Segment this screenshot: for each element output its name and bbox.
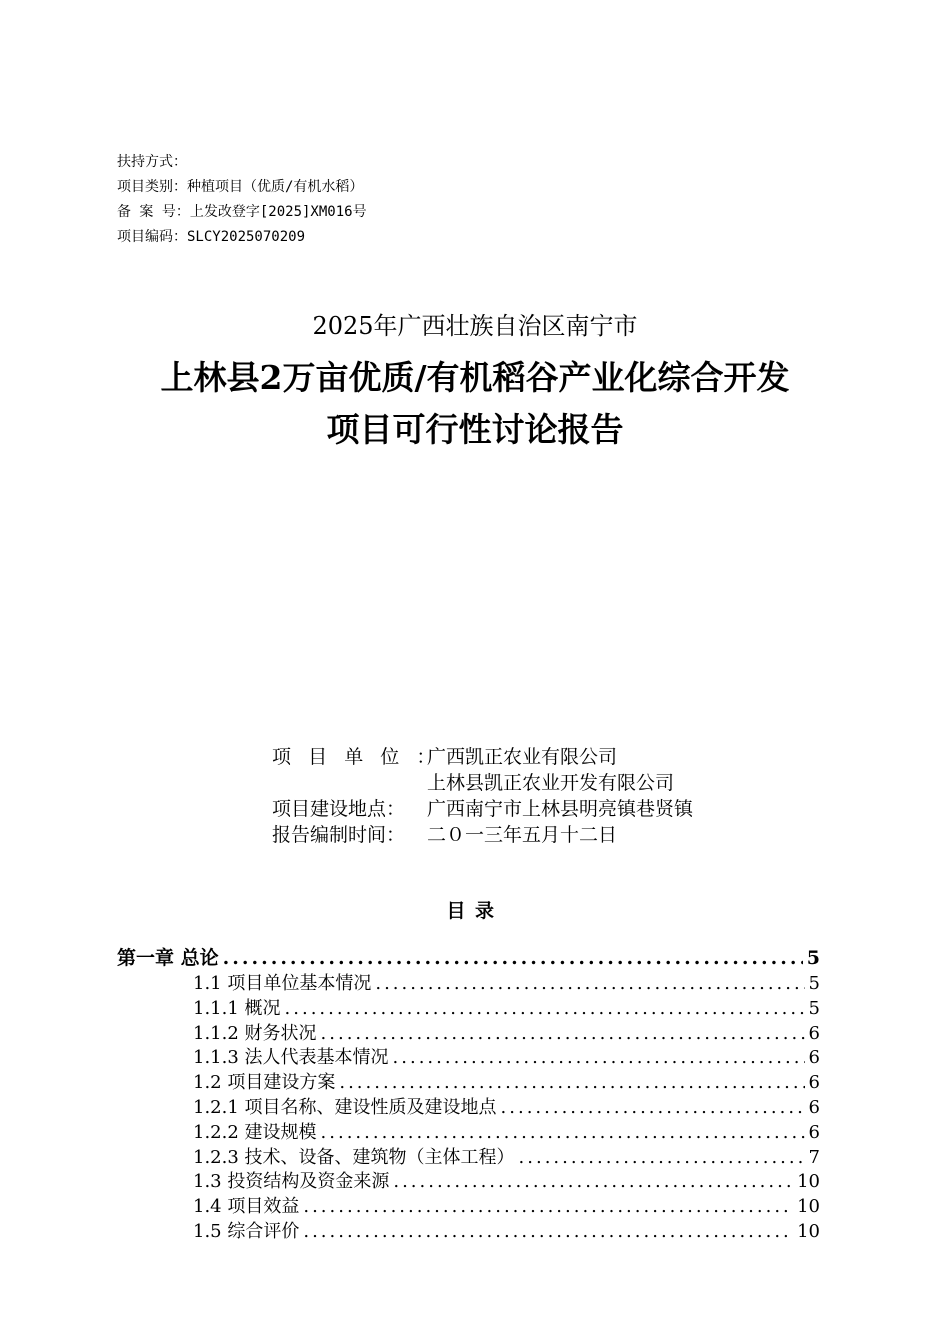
toc-entry-label: 1.1.3 法人代表基本情况: [193, 1047, 389, 1069]
toc-entry[interactable]: [117, 972, 820, 997]
support-method: 扶持方式：: [117, 154, 187, 170]
toc-entry-page: 6: [808, 1072, 820, 1094]
toc-entry-page: 6: [808, 1022, 820, 1044]
toc-entry-page: 10: [797, 1171, 820, 1193]
toc-entry-label: 1.4 项目效益: [193, 1196, 300, 1218]
toc-title: 目录: [446, 900, 504, 922]
toc-entry[interactable]: [117, 1195, 820, 1220]
toc-leader: [501, 1096, 805, 1121]
toc-entry[interactable]: [117, 1121, 820, 1146]
toc-entry-page: 6: [808, 1047, 820, 1069]
project-info: [272, 744, 693, 848]
toc-entry[interactable]: [117, 1170, 820, 1195]
toc-entry[interactable]: [117, 1022, 820, 1047]
unit-value-2: 上林县凯正农业开发有限公司: [427, 772, 675, 794]
toc-entry-label: 1.2.3 技术、设备、建筑物（主体工程）: [193, 1146, 515, 1168]
toc-entry-label: 1.2 项目建设方案: [193, 1072, 336, 1094]
toc-entry-label: 1.1 项目单位基本情况: [193, 973, 372, 994]
table-of-contents: [117, 944, 820, 1245]
toc-entry[interactable]: [117, 1071, 820, 1096]
toc-entry-page: 6: [808, 1121, 820, 1143]
title-line-3: 项目可行性讨论报告: [326, 410, 624, 449]
unit-label: 项目单位：: [272, 746, 453, 768]
toc-entry[interactable]: [117, 1096, 820, 1121]
toc-entry-page: 6: [808, 1096, 820, 1118]
toc-leader: [303, 1195, 793, 1220]
project-code: 项目编码：SLCY2025070209: [117, 229, 306, 245]
project-meta: [117, 150, 367, 250]
toc-entry-page: 5: [806, 947, 820, 969]
unit-value-1: 广西凯正农业有限公司: [427, 746, 618, 768]
title-line-1: 2025年广西壮族自治区南宁市: [312, 312, 638, 340]
toc-leader: [285, 997, 805, 1022]
toc-leader: [393, 1170, 793, 1195]
toc-entry-page: 5: [808, 973, 820, 994]
toc-entry-page: 10: [797, 1196, 820, 1218]
toc-entry-label: 第一章 总论: [117, 947, 219, 969]
toc-entry[interactable]: [117, 1146, 820, 1171]
site-label: 项目建设地点：: [272, 798, 406, 820]
toc-leader: [303, 1220, 793, 1245]
toc-leader: [339, 1071, 804, 1096]
toc-leader: [393, 1046, 805, 1071]
toc-entry[interactable]: [117, 1046, 820, 1071]
project-category: 项目类别：种植项目（优质/有机水稻）: [117, 179, 364, 195]
toc-leader: [321, 1121, 805, 1146]
toc-entry-label: 1.1.2 财务状况: [193, 1022, 317, 1044]
toc-entry-page: 7: [808, 1146, 820, 1168]
site-value: 广西南宁市上林县明亮镇巷贤镇: [427, 798, 694, 820]
toc-leader: [375, 972, 804, 997]
title-line-2: 上林县2万亩优质/有机稻谷产业化综合开发: [160, 358, 790, 397]
toc-entry[interactable]: [117, 997, 820, 1022]
toc-leader: [321, 1022, 805, 1047]
toc-entry-label: 1.2.1 项目名称、建设性质及建设地点: [193, 1096, 497, 1118]
toc-leader: [223, 944, 803, 972]
toc-entry-label: 1.2.2 建设规模: [193, 1121, 317, 1143]
toc-leader: [519, 1146, 805, 1171]
date-value: 二０一三年五月十二日: [427, 824, 618, 846]
toc-entry[interactable]: [117, 1220, 820, 1245]
toc-entry-label: 1.1.1 概况: [193, 997, 281, 1019]
toc-entry-label: 1.5 综合评价: [193, 1220, 300, 1242]
toc-entry-page: 10: [797, 1220, 820, 1242]
toc-entry-label: 1.3 投资结构及资金来源: [193, 1171, 390, 1193]
record-number: 备 案 号：上发改登字[2025]XM016号: [117, 204, 367, 220]
toc-entry[interactable]: [117, 944, 820, 972]
toc-entry-page: 5: [808, 997, 820, 1019]
date-label: 报告编制时间：: [272, 824, 406, 846]
